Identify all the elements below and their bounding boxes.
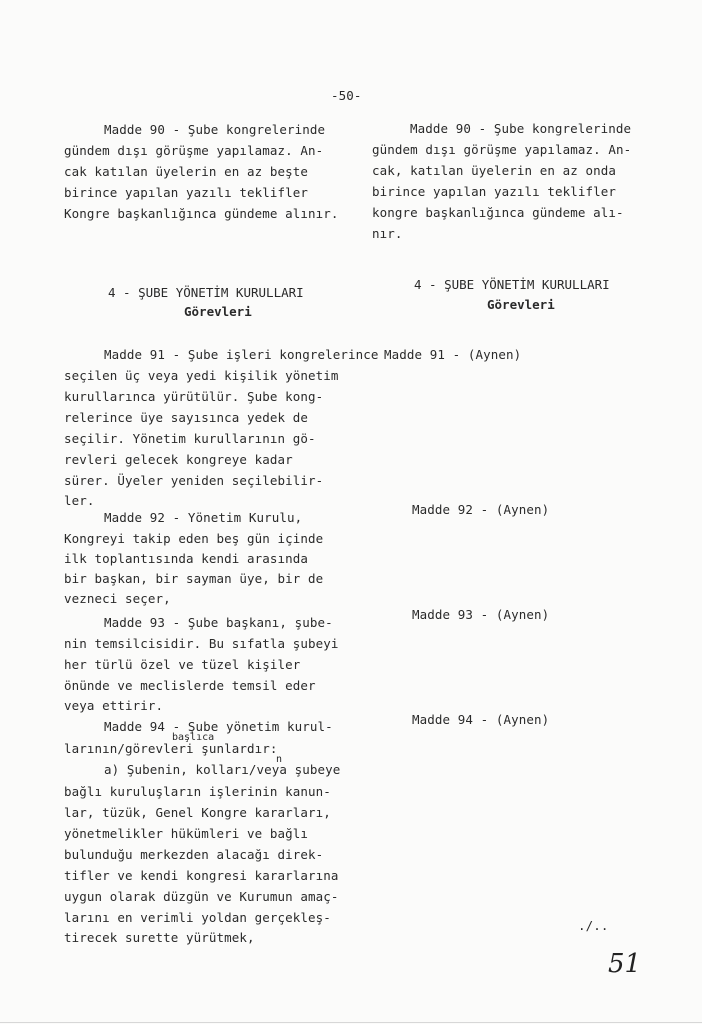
text-line: veya ettirir. [64, 698, 164, 713]
text-line: uygun olarak düzgün ve Kurumun amaç- [64, 889, 339, 904]
text-line: Madde 93 - Şube başkanı, şube- [104, 615, 333, 630]
text-line: lar, tüzük, Genel Kongre kararları, [64, 805, 331, 820]
text-line: sürer. Üyeler yeniden seçilebilir- [64, 473, 324, 488]
text-line: relerince üye sayısınca yedek de [64, 410, 309, 425]
text-line: nır. [372, 226, 403, 241]
handwritten-insertion: n [276, 754, 283, 765]
right-madde-93: Madde 93 - (Aynen) [412, 607, 550, 622]
right-section-title: 4 - ŞUBE YÖNETİM KURULLARI [414, 277, 610, 292]
text-line: Madde 92 - Yönetim Kurulu, [104, 510, 303, 525]
handwritten-page-number: 51 [608, 949, 642, 979]
text-line: Madde 94 - Şube yönetim kurul- [104, 719, 333, 734]
text-line: ilk toplantısında kendi arasında [64, 551, 309, 566]
left-section-subtitle: Görevleri [184, 304, 252, 319]
text-line: seçilir. Yönetim kurullarının gö- [64, 431, 316, 446]
text-line: cak katılan üyelerin en az beşte [64, 164, 309, 179]
text-line: gündem dışı görüşme yapılamaz. An- [372, 142, 632, 157]
text-line: Kongreyi takip eden beş gün içinde [64, 531, 324, 546]
text-line: kongre başkanlığınca gündeme alı- [372, 205, 624, 220]
text-line: a) Şubenin, kolları/veya şubeye [104, 762, 341, 777]
left-section-title: 4 - ŞUBE YÖNETİM KURULLARI [108, 285, 304, 300]
text-line: kurullarınca yürütülür. Şube kong- [64, 389, 324, 404]
text-line: Madde 90 - Şube kongrelerinde [410, 121, 632, 136]
text-line: Madde 91 - Şube işleri kongrelerince [104, 347, 379, 362]
right-madde-94: Madde 94 - (Aynen) [412, 712, 550, 727]
right-section-subtitle: Görevleri [487, 297, 555, 312]
text-line: gündem dışı görüşme yapılamaz. An- [64, 143, 324, 158]
text-line: yönetmelikler hükümleri ve bağlı [64, 826, 309, 841]
text-line: birince yapılan yazılı teklifler [64, 185, 309, 200]
page-number: -50- [331, 88, 362, 103]
text-line: ler. [64, 493, 95, 508]
text-line: tifler ve kendi kongresi kararlarına [64, 868, 339, 883]
page-edge-divider [0, 1022, 702, 1023]
text-line: her türlü özel ve tüzel kişiler [64, 657, 301, 672]
handwritten-insertion: başlıca [172, 732, 215, 743]
text-line: larını en verimli yoldan gerçekleş- [64, 910, 331, 925]
text-line: seçilen üç veya yedi kişilik yönetim [64, 368, 339, 383]
text-line: önünde ve meclislerde temsil eder [64, 678, 316, 693]
text-line: bir başkan, bir sayman üye, bir de [64, 571, 324, 586]
text-line: Madde 90 - Şube kongrelerinde [104, 122, 326, 137]
text-line: Kongre başkanlığınca gündeme alınır. [64, 206, 339, 221]
text-line: cak, katılan üyelerin en az onda [372, 163, 617, 178]
text-line: tirecek surette yürütmek, [64, 930, 255, 945]
right-madde-92: Madde 92 - (Aynen) [412, 502, 550, 517]
right-madde-91: Madde 91 - (Aynen) [384, 347, 522, 362]
text-line: revleri gelecek kongreye kadar [64, 452, 293, 467]
text-line: birince yapılan yazılı teklifler [372, 184, 617, 199]
text-line: nin temsilcisidir. Bu sıfatla şubeyi [64, 636, 339, 651]
text-line: bulunduğu merkezden alacağı direk- [64, 847, 324, 862]
text-line: bağlı kuruluşların işlerinin kanun- [64, 784, 331, 799]
continuation-mark: ./.. [578, 918, 609, 933]
text-line: larının/görevleri şunlardır: [64, 741, 278, 756]
text-line: vezneci seçer, [64, 591, 171, 606]
